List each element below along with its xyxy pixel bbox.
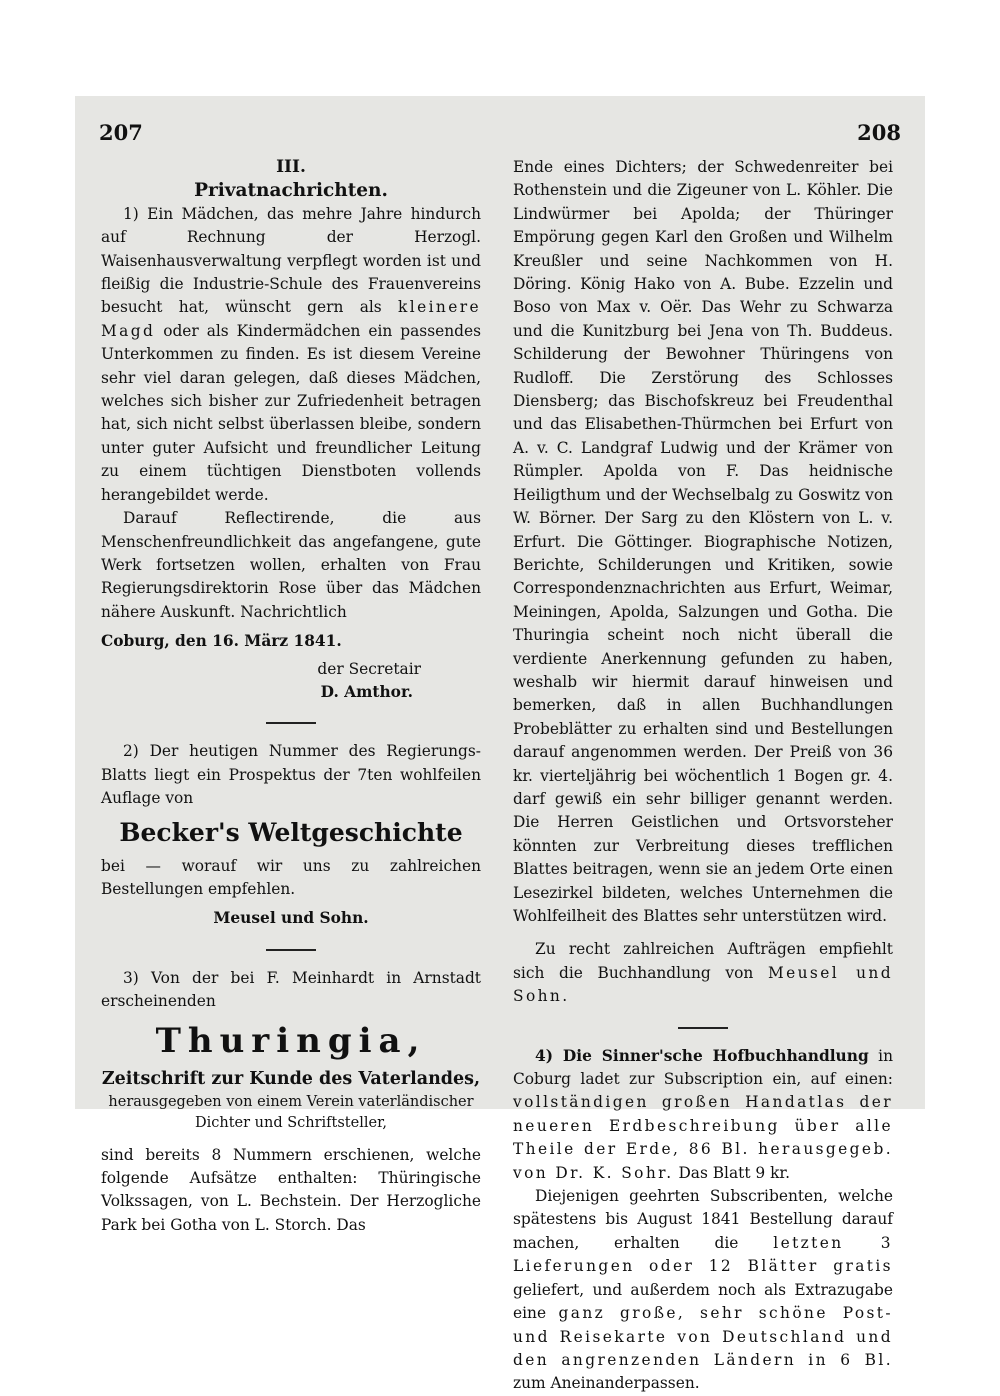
notice-4-text-3: geliefert, und außerdem noch als Extrazugabe eine — [513, 1280, 893, 1323]
notice-2-book-title: Becker's Weltgeschichte — [119, 817, 463, 847]
continuation-text: Ende eines Dichters; der Schwedenreiter bei Rothenstein und die Zigeuner von L. Köhler. Die Lindwürmer bei Apolda; der Thüringer Empörung gegen Karl den Großen und Wilhelm Kreußler und seine Nachkommen von H. Döring. König Hako von A. Bube. Ezzelin und Boso von Max v. Oër. Das Wehr zu Schwarza und die Kunitzburg bei Jena von Th. Buddeus. Schilderung der Bewohner Thüringens von Rudloff. Die Zerstörung des Schlosses Diensberg; das Bischofskreuz bei Freudenthal und das Elisabethen-Thürmchen bei Erfurt von A. v. C. Landgraf Ludwig und der Krämer von Rümpler. Apolda von F. Das heidnische Heiligthum und der Wechselbalg zu Goswitz von W. Börner. Der Sarg zu den Klöstern von L. v. Erfurt. Die Göttinger. Biographische Notizen, Berichte, Schilderungen und Kritiken, sowie Correspondenznachrichten aus Erfurt, Weimar, Meiningen, Apolda, Salzungen und Gotha. Die Thuringia scheint noch nicht überall die verdiente Anerkennung gefunden zu haben, weshalb wir hiermit darauf hinweisen und bemerken, daß in allen Buchhandlungen Probeblätter zu erhalten sind und Bestellungen darauf angenommen werden. Der Preiß von 36 kr. vierteljährig bei wöchentlich 1 Bogen gr. 4. darf gewiß ein sehr billiger genannt werden. Die Herren Geistlichen und Ortsvorsteher könnten zur Verbreitung dieses trefflichen Blattes beitragen, wenn sie an jedem Orte einen Lesezirkel bildeten, welches Unternehmen die Wohlfeilheit des Blattes sehr unterstützen wird. — [513, 158, 893, 925]
notice-4-text-2: Diejenigen geehrten Subscribenten, welche spätestens bis August 1841 Bestellung darauf machen, erhalten die — [513, 1187, 893, 1252]
section-heading: Privatnachrichten. — [194, 180, 388, 202]
notice-4-bonus: letzten 3 Lieferungen oder 12 Blätter gratis — [513, 1233, 893, 1276]
recommendation-firm: Meusel und Sohn. — [513, 963, 893, 1006]
notice-2-firm: Meusel und Sohn. — [213, 909, 369, 928]
notice-2-text: 2) Der heutigen Nummer des Regierungs-Blatts liegt ein Prospektus der 7ten wohlfeilen Auflage von — [101, 742, 481, 808]
right-column — [513, 156, 893, 1396]
notice-4-atlas-title: vollständigen großen Handatlas der neueren Erdbeschreibung über alle Theile der Erde, 86 Bl. herausgegeb. von Dr. K. Sohr. — [513, 1093, 893, 1182]
notice-4-firm: 4) Die Sinner'sche Hofbuchhandlung — [535, 1046, 869, 1065]
recommendation-text: Zu recht zahlreichen Aufträgen empfiehlt sich die Buchhandlung von — [513, 940, 893, 982]
separator-rule — [266, 949, 316, 951]
notice-3-text: 3) Von der bei F. Meinhardt in Arnstadt erscheinenden — [101, 968, 481, 1011]
page-number-right: 208 — [857, 120, 901, 145]
notice-4-extra-map: ganz große, sehr schöne Post- und Reisekarte von Deutschland und den angrenzenden Ländern in 6 Bl. — [513, 1304, 893, 1369]
notice-2-text-after: bei — worauf wir uns zu zahlreichen Bestellungen empfehlen. — [101, 856, 481, 898]
notice-1-paragraph-2: Darauf Reflectirende, die aus Menschenfreundlichkeit das angefangene, gute Werk fortsetzen wollen, erhalten von Frau Regierungsdirektorin Rose über das Mädchen nähere Auskunft. Nachrichtlich — [101, 509, 481, 621]
section-roman-numeral: III. — [276, 157, 306, 177]
notice-4-intro — [513, 1045, 893, 1185]
notice-1-signer-name: D. Amthor. — [320, 682, 413, 701]
left-column — [101, 156, 481, 1237]
notice-3-publisher: herausgegeben von einem Verein vaterländischer Dichter und Schriftsteller, — [108, 1093, 474, 1131]
page-number-left: 207 — [99, 120, 143, 145]
notice-1-text-after: oder als Kindermädchen ein passendes Unterkommen zu finden. Es ist diesem Vereine sehr viel daran gelegen, daß dieses Mädchen, welches sich bisher zur Zufriedenheit betragen hat, sich nicht selbst überlassen bleibe, sondern unter guter Aufsicht und freundlicher Leitung zu einem tüchtigen Dienstboten vollends herangebildet werde. — [101, 321, 481, 504]
separator-rule — [678, 1027, 728, 1029]
newspaper-page-spread — [75, 96, 925, 1393]
notice-4-offer — [513, 1185, 893, 1396]
notice-4-price: Das Blatt 9 kr. — [678, 1163, 790, 1182]
recommendation — [513, 938, 893, 1008]
notice-4-text-4: zum Aneinanderpassen. — [513, 1374, 700, 1393]
notice-1-signer-role: der Secretair — [317, 659, 421, 678]
notice-3-magazine-title: Thuringia, — [155, 1020, 427, 1061]
notice-3-magazine-subtitle: Zeitschrift zur Kunde des Vaterlandes, — [101, 1068, 481, 1089]
notice-1-text-before: 1) Ein Mädchen, das mehre Jahre hindurch auf Rechnung der Herzogl. Waisenhausverwaltung verpflegt worden ist und fleißig die Industrie-Schule des Frauenvereins besucht hat, wünscht gern als — [101, 204, 481, 317]
notice-1-emphasis: kleinere Magd — [101, 298, 481, 340]
notice-4-text-1: in Coburg ladet zur Subscription ein, auf einen: — [513, 1046, 893, 1089]
notice-1-place-date: Coburg, den 16. März 1841. — [101, 632, 342, 651]
separator-rule — [266, 722, 316, 724]
notice-3-contents: sind bereits 8 Nummern erschienen, welche folgende Aufsätze enthalten: Thüringische Volkssagen, von L. Bechstein. Der Herzogliche Park bei Gotha von L. Storch. Das — [101, 1145, 481, 1234]
notice-1-text — [101, 203, 481, 507]
